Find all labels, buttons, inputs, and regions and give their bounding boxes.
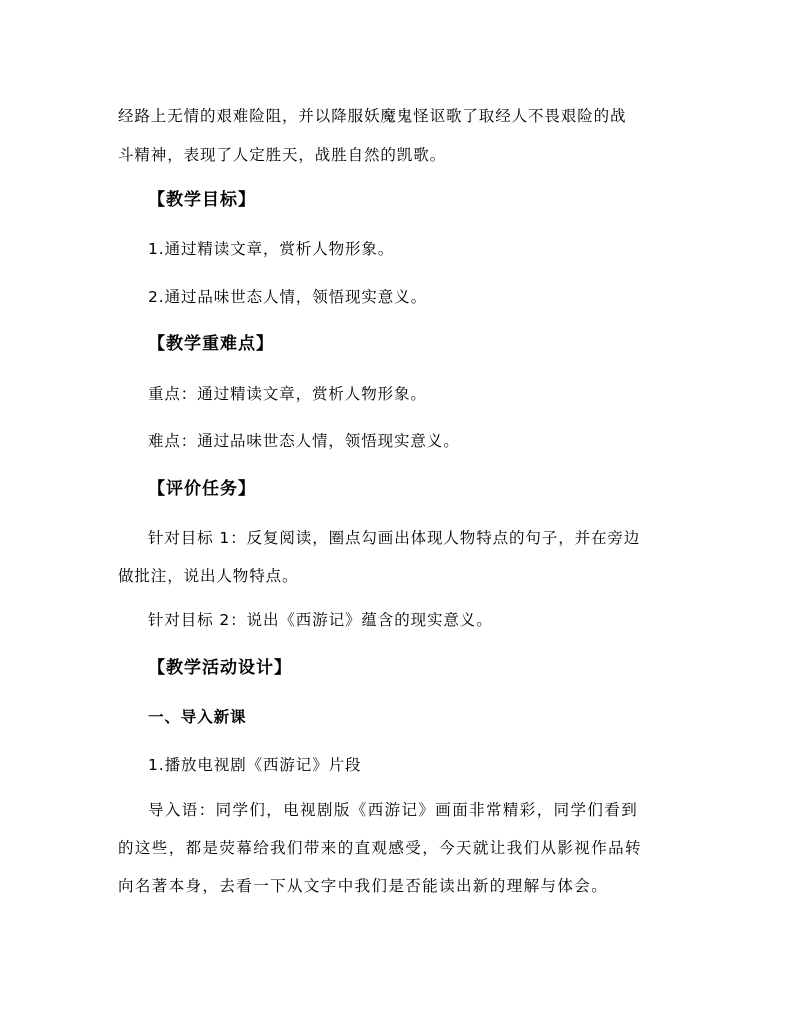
intro-paragraph-line-2: 斗精神，表现了人定胜天，战胜自然的凯歌。 bbox=[118, 146, 447, 164]
activity-step-1: 1.播放电视剧《西游记》片段 bbox=[148, 756, 362, 774]
teaching-goal-2: 2.通过品味世态人情，领悟现实意义。 bbox=[148, 288, 427, 306]
evaluation-heading: 【评价任务】 bbox=[148, 479, 256, 499]
key-points-heading: 【教学重难点】 bbox=[148, 334, 274, 354]
evaluation-task-1-line-1: 针对目标 1：反复阅读，圈点勾画出体现人物特点的句子，并在旁边 bbox=[148, 529, 641, 547]
section-1-title: 一、导入新课 bbox=[148, 708, 247, 726]
intro-paragraph-line-1: 经路上无情的艰难险阻，并以降服妖魔鬼怪讴歌了取经人不畏艰险的战 bbox=[118, 107, 627, 125]
intro-speech-line-2: 的这些，都是荧幕给我们带来的直观感受，今天就让我们从影视作品转 bbox=[118, 839, 642, 857]
activity-design-heading: 【教学活动设计】 bbox=[148, 658, 292, 678]
key-point-difficulty: 难点：通过品味世态人情，领悟现实意义。 bbox=[148, 432, 460, 450]
evaluation-task-1-line-2: 做批注，说出人物特点。 bbox=[118, 567, 299, 585]
intro-speech-line-3: 向名著本身，去看一下从文字中我们是否能读出新的理解与体会。 bbox=[118, 877, 609, 895]
teaching-goal-1: 1.通过精读文章，赏析人物形象。 bbox=[148, 240, 395, 258]
teaching-goals-heading: 【教学目标】 bbox=[148, 190, 256, 210]
evaluation-task-2: 针对目标 2：说出《西游记》蕴含的现实意义。 bbox=[148, 611, 493, 629]
key-point-focus: 重点：通过精读文章，赏析人物形象。 bbox=[148, 385, 427, 403]
intro-speech-line-1: 导入语：同学们，电视剧版《西游记》画面非常精彩，同学们看到 bbox=[148, 801, 639, 819]
